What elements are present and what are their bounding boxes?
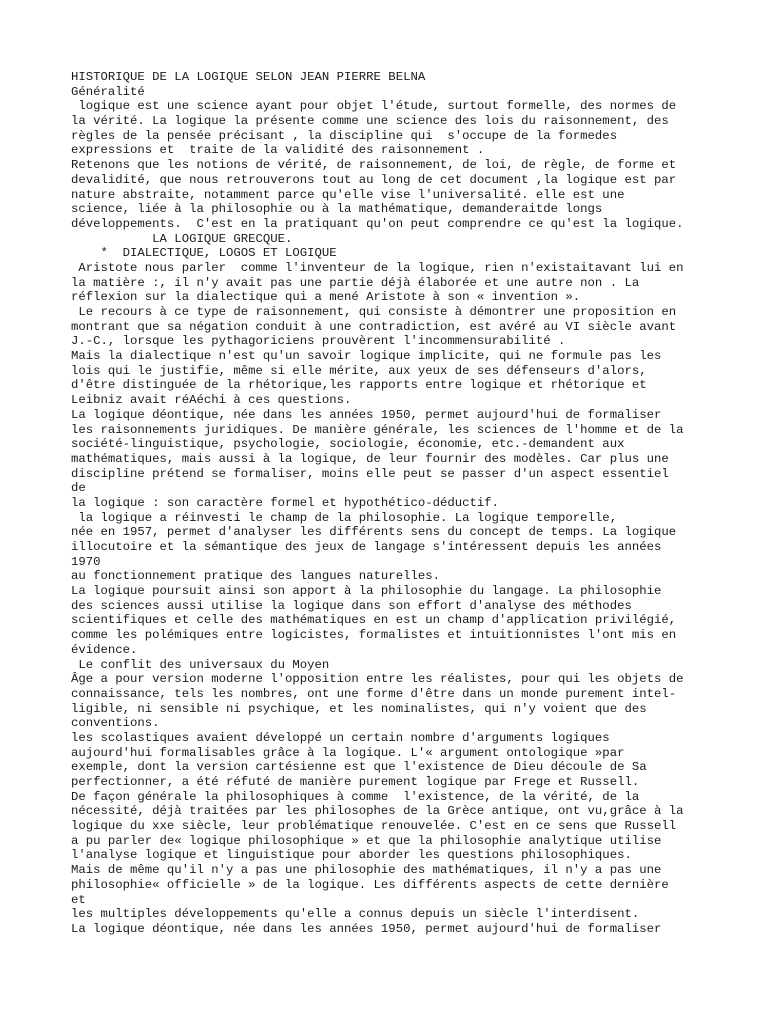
text-line: logique est une science ayant pour objet l'étude, surtout formelle, des normes de bbox=[71, 99, 677, 114]
text-line: les raisonnements juridiques. De manière générale, les sciences de l'homme et de la bbox=[71, 422, 684, 437]
text-line: aujourd'hui formalisables grâce à la logique. L'« argument ontologique »par bbox=[71, 745, 625, 760]
text-line: développements. C'est en la pratiquant qu'on peut comprendre ce qu'est la logique. bbox=[71, 216, 684, 231]
text-line: devalidité, que nous retrouverons tout au long de cet document ,la logique est par bbox=[71, 172, 677, 187]
text-line: lois qui le justifie, même si elle mérite, aux yeux de ses défenseurs d'alors, bbox=[71, 363, 647, 378]
text-line: société-linguistique, psychologie, sociologie, économie, etc.-demandent aux bbox=[71, 437, 625, 452]
text-line: nature abstraite, notamment parce qu'elle vise l'universalité. elle est une bbox=[71, 187, 625, 202]
text-line: réflexion sur la dialectique qui a mené Aristote à son « invention ». bbox=[71, 290, 581, 305]
text-line: montrant que sa négation conduit à une contradiction, est avéré au VI siècle avant bbox=[71, 319, 677, 334]
text-line: expressions et traite de la validité des raisonnement . bbox=[71, 143, 485, 158]
text-line: Mais la dialectique n'est qu'un savoir logique implicite, qui ne formule pas les bbox=[71, 349, 662, 364]
text-line: LA LOGIQUE GRECQUE. bbox=[71, 231, 293, 246]
text-line: Généralité bbox=[71, 84, 145, 99]
text-line: science, liée à la philosophie ou à la mathématique, demanderaitde longs bbox=[71, 202, 603, 217]
text-line: philosophie« officielle » de la logique. Les différents aspects de cette dernière bbox=[71, 877, 669, 892]
text-line: Le recours à ce type de raisonnement, qui consiste à démontrer une proposition en bbox=[71, 305, 677, 319]
text-line: exemple, dont la version cartésienne est que l'existence de Dieu découle de Sa bbox=[71, 760, 647, 775]
text-line: discipline prétend se formaliser, moins elle peut se passer d'un aspect essentiel bbox=[71, 466, 669, 481]
text-line: logique du xxe siècle, leur problématique renouvelée. C'est en ce sens que Russell bbox=[71, 819, 677, 834]
text-line: de bbox=[71, 481, 86, 496]
text-line: la logique : son caractère formel et hypothético-déductif. bbox=[71, 495, 500, 510]
text-line: La logique poursuit ainsi son apport à la philosophie du langage. La philosophie bbox=[71, 584, 662, 599]
text-line: HISTORIQUE DE LA LOGIQUE SELON JEAN PIERRE BELNA bbox=[71, 70, 426, 84]
text-line: la logique a réinvesti le champ de la philosophie. La logique temporelle, bbox=[71, 510, 618, 525]
text-line: la matière :, il n'y avait pas une partie déjà élaborée et une autre non . La bbox=[71, 275, 640, 290]
text-line: mathématiques, mais aussi à la logique, de leur fournir des modèles. Car plus une bbox=[71, 451, 669, 466]
text-line: nécessité, déjà traitées par les philosophes de la Grèce antique, ont vu,grâce à la bbox=[71, 804, 684, 819]
text-line: La logique déontique, née dans les années 1950, permet aujourd'hui de formaliser bbox=[71, 407, 662, 422]
text-line: comme les polémiques entre logicistes, formalistes et intuitionnistes l'ont mis en bbox=[71, 628, 677, 643]
document-body bbox=[71, 70, 761, 937]
text-line: 1970 bbox=[71, 554, 101, 569]
text-line: des sciences aussi utilise la logique dans son effort d'analyse des méthodes bbox=[71, 598, 632, 613]
text-line: et bbox=[71, 892, 86, 907]
text-line: conventions. bbox=[71, 716, 160, 731]
text-line: d'être distinguée de la rhétorique,les rapports entre logique et rhétorique et bbox=[71, 378, 647, 393]
text-line: connaissance, tels les nombres, ont une forme d'être dans un monde purement intel- bbox=[71, 686, 677, 701]
text-line: scientifiques et celle des mathématiques en est un champ d'application privilégié, bbox=[71, 613, 677, 628]
text-line: évidence. bbox=[71, 642, 138, 657]
text-line: règles de la pensée précisant , la discipline qui s'occupe de la formedes bbox=[71, 128, 618, 143]
text-line: Mais de même qu'il n'y a pas une philosophie des mathématiques, il n'y a pas une bbox=[71, 863, 662, 878]
text-line: l'analyse logique et linguistique pour aborder les questions philosophiques. bbox=[71, 848, 632, 863]
text-line: * DIALECTIQUE, LOGOS ET LOGIQUE bbox=[71, 246, 337, 261]
text-line: illocutoire et la sémantique des jeux de langage s'intéressent depuis les années bbox=[71, 540, 662, 554]
text-line: Âge a pour version moderne l'opposition entre les réalistes, pour qui les objets de bbox=[71, 672, 684, 687]
text-line: la vérité. La logique la présente comme une science des lois du raisonnement, des bbox=[71, 114, 669, 129]
text-line: De façon générale la philosophiques à comme l'existence, de la vérité, de la bbox=[71, 789, 640, 804]
text-line: Leibniz avait réAéchi à ces questions. bbox=[71, 393, 352, 408]
text-line: les multiples développements qu'elle a connus depuis un siècle l'interdisent. bbox=[71, 907, 640, 922]
text-line: ligible, ni sensible ni psychique, et les nominalistes, qui n'y voient que des bbox=[71, 701, 647, 716]
text-line: J.-C., lorsque les pythagoriciens prouvèrent l'incommensurabilité . bbox=[71, 334, 566, 349]
text-line: Le conflit des universaux du Moyen bbox=[71, 657, 330, 672]
text-line: a pu parler de« logique philosophique » et que la philosophie analytique utilise bbox=[71, 833, 662, 848]
text-line: au fonctionnement pratique des langues naturelles. bbox=[71, 569, 440, 584]
text-line: perfectionner, a été réfuté de manière purement logique par Frege et Russell. bbox=[71, 775, 640, 789]
text-line: les scolastiques avaient développé un certain nombre d'arguments logiques bbox=[71, 730, 610, 745]
text-line: Retenons que les notions de vérité, de raisonnement, de loi, de règle, de forme et bbox=[71, 158, 677, 173]
text-line: Aristote nous parler comme l'inventeur de la logique, rien n'existaitavant lui en bbox=[71, 260, 684, 275]
text-line: née en 1957, permet d'analyser les différents sens du concept de temps. La logique bbox=[71, 525, 677, 540]
text-line: La logique déontique, née dans les années 1950, permet aujourd'hui de formaliser bbox=[71, 921, 662, 936]
